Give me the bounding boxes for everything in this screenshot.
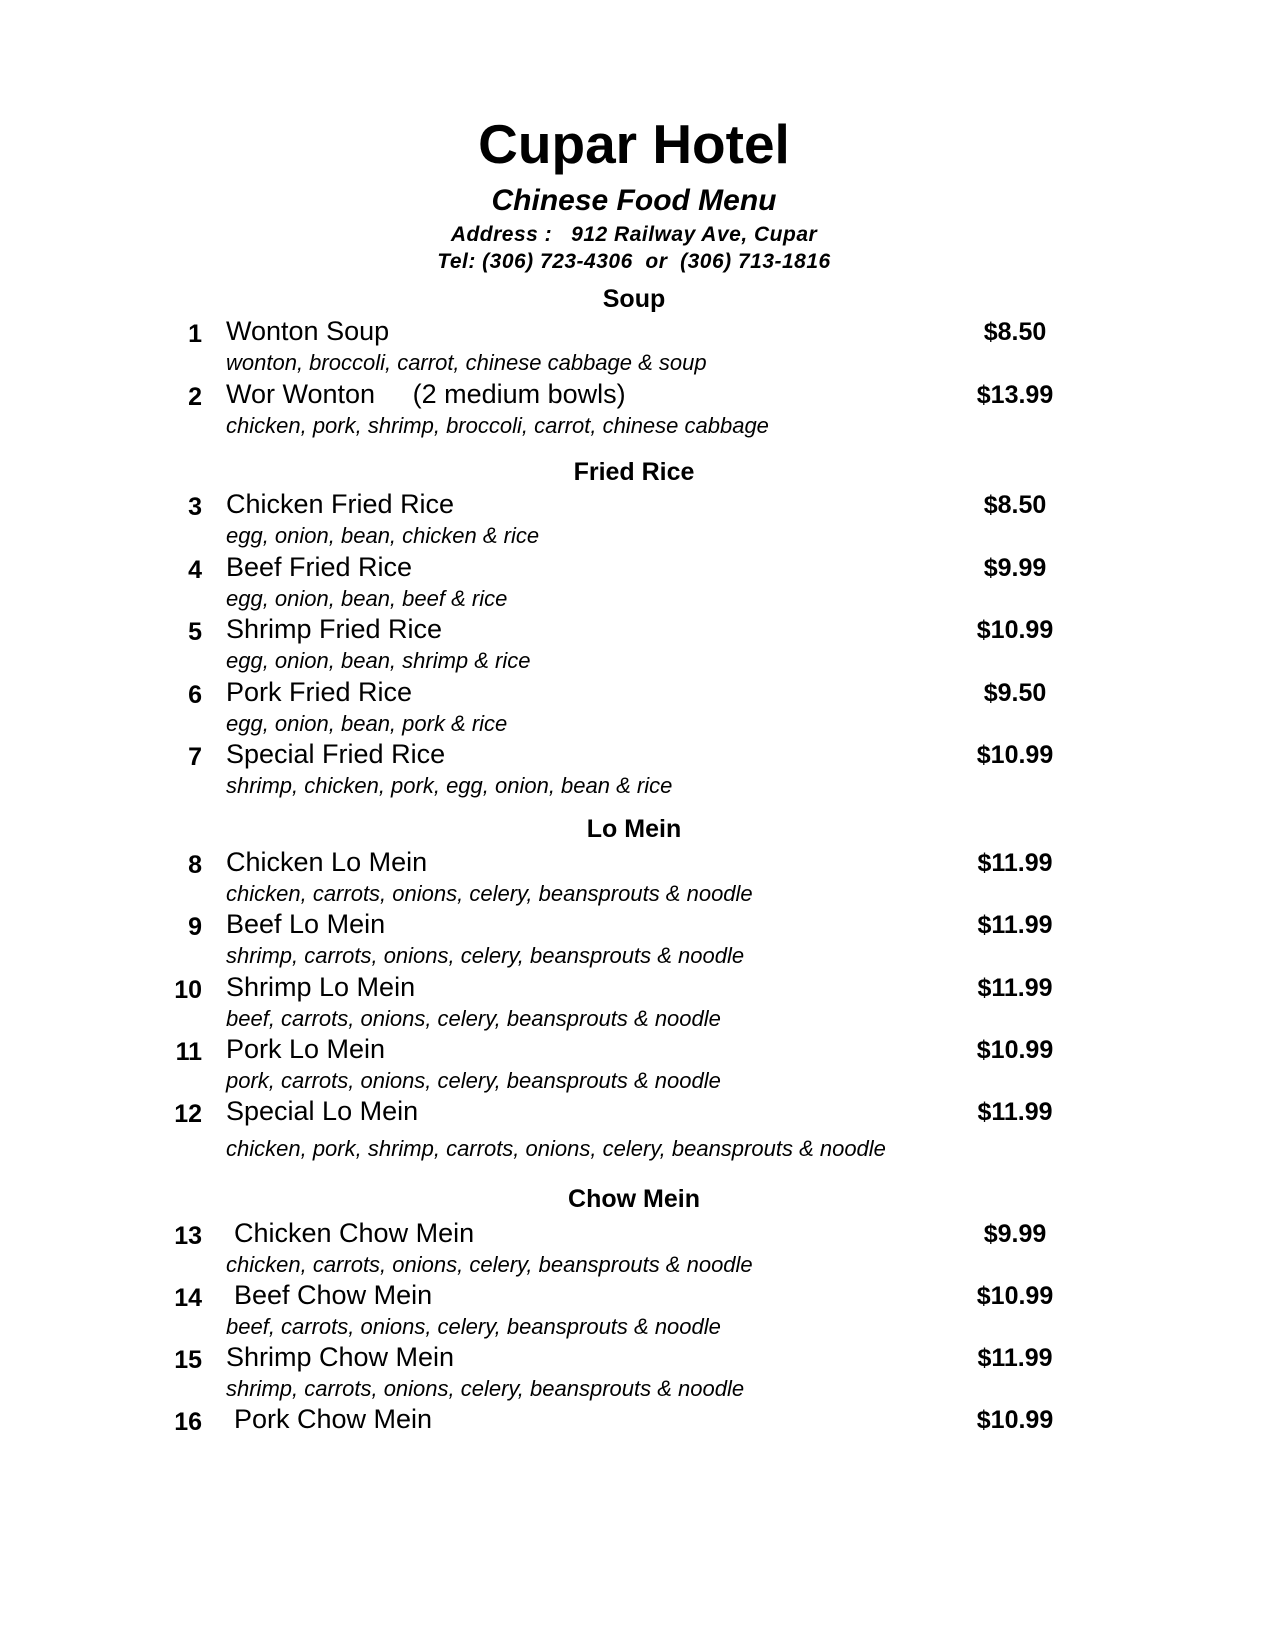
item-number: 10 (174, 976, 202, 1004)
item-price: $10.99 (976, 616, 1054, 644)
restaurant-address: Address : 912 Railway Ave, Cupar (450, 223, 818, 246)
item-description: chicken, pork, shrimp, carrots, onions, celery, beansprouts & noodle (226, 1136, 886, 1161)
item-price: $11.99 (977, 911, 1053, 939)
item-name: Beef Lo Mein (226, 909, 386, 939)
item-number: 11 (175, 1038, 202, 1066)
item-name: Pork Fried Rice (226, 677, 413, 707)
item-description: beef, carrots, onions, celery, beansprouts & noodle (226, 1314, 721, 1339)
item-name: Beef Fried Rice (226, 552, 413, 582)
item-name: Shrimp Lo Mein (226, 972, 416, 1002)
item-description: shrimp, carrots, onions, celery, beansprouts & noodle (226, 943, 745, 968)
item-name: Beef Chow Mein (234, 1280, 433, 1310)
item-price: $9.99 (983, 1220, 1047, 1248)
item-name: Special Fried Rice (226, 739, 446, 769)
item-description: chicken, carrots, onions, celery, beansprouts & noodle (226, 881, 753, 906)
item-description: wonton, broccoli, carrot, chinese cabbage & soup (226, 350, 707, 375)
item-name: Pork Lo Mein (226, 1034, 386, 1064)
item-number: 2 (188, 383, 202, 411)
item-name: Wonton Soup (226, 316, 390, 346)
item-price: $10.99 (976, 1282, 1054, 1310)
restaurant-phone: Tel: (306) 723-4306 or (306) 713-1816 (437, 250, 831, 273)
item-name: Special Lo Mein (226, 1096, 419, 1126)
section-title-soup: Soup (602, 285, 666, 313)
item-description: chicken, carrots, onions, celery, beansprouts & noodle (226, 1252, 753, 1277)
item-number: 16 (174, 1408, 202, 1436)
item-name: Chicken Chow Mein (234, 1218, 475, 1248)
item-price: $11.99 (977, 1098, 1053, 1126)
item-price: $10.99 (976, 1406, 1054, 1434)
item-number: 5 (188, 618, 202, 646)
item-number: 12 (174, 1100, 202, 1128)
item-description: egg, onion, bean, chicken & rice (226, 523, 540, 548)
item-number: 9 (188, 913, 202, 941)
section-title-lo-mein: Lo Mein (586, 815, 682, 843)
item-name: Chicken Lo Mein (226, 847, 428, 877)
item-description: egg, onion, bean, shrimp & rice (226, 648, 531, 673)
item-number: 8 (188, 851, 202, 879)
item-price: $11.99 (977, 849, 1053, 877)
item-name: Shrimp Chow Mein (226, 1342, 455, 1372)
item-name: Shrimp Fried Rice (226, 614, 443, 644)
item-price: $8.50 (983, 491, 1047, 519)
item-number: 3 (188, 493, 202, 521)
item-number: 7 (188, 743, 202, 771)
section-title-fried-rice: Fried Rice (573, 458, 695, 486)
item-price: $11.99 (977, 1344, 1053, 1372)
item-description: shrimp, carrots, onions, celery, beansprouts & noodle (226, 1376, 745, 1401)
item-description: egg, onion, bean, beef & rice (226, 586, 508, 611)
section-title-chow-mein: Chow Mein (568, 1185, 700, 1213)
item-price: $9.99 (983, 554, 1047, 582)
item-number: 4 (188, 556, 202, 584)
item-description: pork, carrots, onions, celery, beansprouts & noodle (226, 1068, 721, 1093)
restaurant-title: Cupar Hotel (478, 113, 790, 175)
menu-subtitle: Chinese Food Menu (491, 184, 777, 217)
item-number: 13 (174, 1222, 202, 1250)
item-price: $13.99 (976, 381, 1054, 409)
item-price: $10.99 (976, 741, 1054, 769)
item-description: egg, onion, bean, pork & rice (226, 711, 508, 736)
item-price: $9.50 (983, 679, 1047, 707)
item-description: shrimp, chicken, pork, egg, onion, bean & rice (226, 773, 673, 798)
item-number: 14 (174, 1284, 202, 1312)
item-name: Wor Wonton (2 medium bowls) (226, 379, 626, 409)
item-price: $11.99 (977, 974, 1053, 1002)
item-number: 1 (188, 320, 202, 348)
item-description: chicken, pork, shrimp, broccoli, carrot, chinese cabbage (226, 413, 769, 438)
item-number: 15 (174, 1346, 202, 1374)
item-name: Chicken Fried Rice (226, 489, 455, 519)
item-description: beef, carrots, onions, celery, beansprouts & noodle (226, 1006, 721, 1031)
item-price: $8.50 (983, 318, 1047, 346)
item-price: $10.99 (976, 1036, 1054, 1064)
item-number: 6 (188, 681, 202, 709)
item-name: Pork Chow Mein (234, 1404, 433, 1434)
